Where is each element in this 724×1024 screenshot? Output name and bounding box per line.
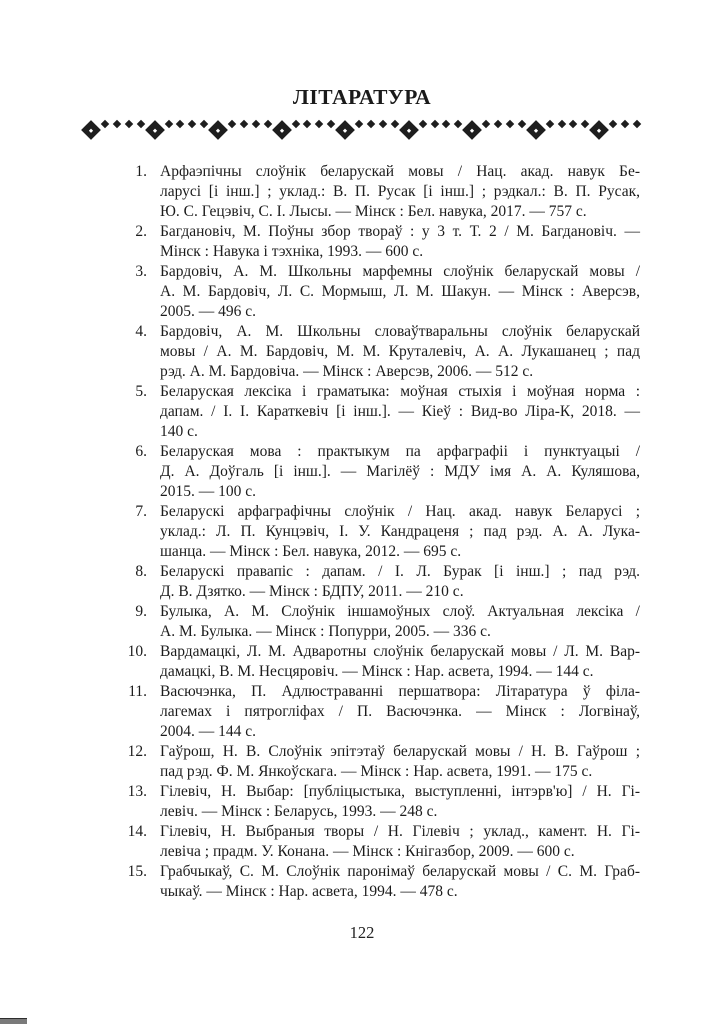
entry-text-line: Беларускі правапіс : дапам. / І. Л. Бурак [і інш.] ; пад рэд. [160,563,640,580]
entry-number: 15. [127,863,147,880]
entry-number: 12. [127,743,147,760]
entry-text-line: Беларускі арфаграфічны слоўнік / Нац. акад. навук Беларусі ; [160,503,640,520]
bibliography-entry [112,262,640,322]
bibliography-entry [112,602,640,642]
small-diamond-icon [621,120,629,128]
small-diamond-icon [101,120,109,128]
entry-text-line: Д. А. Доўгаль [і інш.]. — Магілёў : МДУ імя А. А. Куляшова, [160,463,640,480]
entry-text-line: А. М. Булыка. — Мінск : Попурри, 2005. — 336 с. [160,623,491,640]
entry-text-line: Д. В. Дзятко. — Мінск : БДПУ, 2011. — 210 с. [160,583,464,600]
large-diamond-icon [526,120,546,140]
small-diamond-icon [557,120,565,128]
ornament-divider [84,117,640,145]
entry-text-line: Мінск : Навука і тэхніка, 1993. — 600 с. [160,243,424,260]
bibliography-entry [112,742,640,782]
entry-number: 8. [135,563,147,580]
entry-number: 11. [128,683,147,700]
diamond-cluster [201,117,235,137]
entry-text [160,502,640,562]
entry-text [160,682,640,742]
diamond-cluster [328,117,362,137]
diamond-cluster [84,117,108,137]
entry-text-line: Арфаэпічны слоўнік беларускай мовы / Нац. акад. навук Бе- [160,163,640,180]
entry-text-line: чыкаў. — Мінск : Нар. асвета, 1994. — 478 с. [160,883,458,900]
entry-number: 4. [135,323,147,340]
small-diamond-icon [136,120,144,128]
entry-text-line: рэд. А. М. Бардовіча. — Мінск : Аверсэв, 2006. — 512 с. [160,363,534,380]
diamond-cluster [265,117,299,137]
bibliography-entry [112,822,640,862]
bibliography-entry [112,162,640,222]
entry-text-line: уклад.: Л. П. Кунцэвіч, І. У. Кандраценя ; пад рэд. А. А. Лука- [160,523,640,540]
entry-text-line: 2005. — 496 с. [160,303,257,320]
entry-number: 2. [135,223,147,240]
entry-text-line: Васючэнка, П. Адлюстраванні першатвора: Літаратура ў філа- [160,683,640,700]
entry-text [160,222,640,262]
small-diamond-icon [609,120,617,128]
bibliography-entry [112,382,640,442]
entry-text-line: Бардовіч, А. М. Школьны словаўтваральны слоўнік беларускай [160,323,640,340]
entry-text-line: Багдановіч, М. Поўны збор твораў : у 3 т. Т. 2 / М. Багдановіч. — [160,223,640,240]
entry-text-line: 2015. — 100 с. [160,483,257,500]
entry-number: 14. [127,823,147,840]
small-diamond-icon [390,120,398,128]
entry-number: 7. [135,503,147,520]
bibliography-list [112,162,640,902]
large-diamond-icon [399,120,419,140]
small-diamond-icon [291,120,299,128]
small-diamond-icon [164,120,172,128]
entry-text [160,442,640,502]
diamond-cluster [582,117,616,137]
small-diamond-icon [252,120,260,128]
small-diamond-icon [430,120,438,128]
entry-text [160,162,640,222]
bibliography-entry [112,682,640,742]
small-diamond-icon [482,120,490,128]
entry-number: 9. [135,603,147,620]
page-title: ЛІТАРАТУРА [292,85,432,109]
entry-text-line: А. М. Бардовіч, Л. С. Мормыш, Л. М. Шакун. — Мінск : Аверсэв, [160,283,640,300]
entry-text [160,382,640,442]
entry-number: 6. [135,443,147,460]
entry-text [160,642,640,682]
entry-text [160,822,640,862]
entry-text-line: Гілевіч, Н. Выбар: [публіцыстыка, выступленні, інтэрв'ю] / Н. Гі- [160,783,640,800]
entry-text-line: Бардовіч, А. М. Школьны марфемны слоўнік беларускай мовы / [160,263,640,280]
large-diamond-icon [335,120,355,140]
entry-text-line: левіч. — Мінск : Беларусь, 1993. — 248 с. [160,803,438,820]
bibliography-entry [112,782,640,822]
bibliography-entry [112,442,640,502]
entry-text [160,602,640,642]
entry-text [160,562,640,602]
small-diamond-icon [355,120,363,128]
bibliography-entry [112,322,640,382]
small-diamond-icon [200,120,208,128]
small-diamond-icon [581,120,589,128]
entry-text-line: Гілевіч, Н. Выбраныя творы / Н. Гілевіч ; уклад., камент. Н. Гі- [160,823,640,840]
entry-text-line: мовы / А. М. Бардовіч, М. М. Круталевіч, А. А. Лукашанец ; пад [160,343,640,360]
entry-text-line: Булыка, А. М. Слоўнік іншамоўных слоў. Актуальная лексіка / [160,603,640,620]
bibliography-entry [112,862,640,902]
large-diamond-icon [81,120,101,140]
small-diamond-icon [506,120,514,128]
bibliography-entry [112,502,640,562]
diamond-cluster [138,117,172,137]
entry-text [160,742,640,782]
small-diamond-icon [327,120,335,128]
entry-text-line: ларусі [і інш.] ; уклад.: В. П. Русак [і інш.] ; рэдкал.: В. П. Русак, [160,183,640,200]
entry-text-line: дапам. / І. І. Караткевіч [і інш.]. — Кіеў : Вид-во Ліра-К, 2018. — [160,403,640,420]
entry-number: 3. [135,263,147,280]
entry-text-line: Вардамацкі, Л. М. Адваротны слоўнік беларускай мовы / Л. М. Вар- [160,643,640,660]
page-number: 122 [349,923,375,942]
large-diamond-icon [145,120,165,140]
entry-number: 1. [135,163,147,180]
entry-text [160,322,640,382]
entry-text-line: левіча ; прадм. У. Конана. — Мінск : Кнігазбор, 2009. — 600 с. [160,843,575,860]
small-diamond-icon [176,120,184,128]
entry-text-line: лагемах і пятрогліфах / П. Васючэнка. — Мінск : Логвінаў, [160,703,640,720]
entry-text [160,782,640,822]
small-diamond-icon [367,120,375,128]
entry-text-line: 2004. — 144 с. [160,723,257,740]
large-diamond-icon [208,120,228,140]
entry-text-line: Беларуская мова : практыкум па арфаграфіі і пунктуацыі / [160,443,640,460]
small-diamond-icon [545,120,553,128]
scan-artifact [0,1018,27,1024]
bibliography-entry [112,642,640,682]
small-diamond-icon [124,120,132,128]
small-diamond-icon [633,120,641,128]
entry-text-line: 140 с. [160,423,198,440]
large-diamond-icon [589,120,609,140]
small-diamond-icon [188,120,196,128]
entry-text [160,862,640,902]
small-diamond-icon [454,120,462,128]
large-diamond-icon [462,120,482,140]
entry-number: 5. [135,383,147,400]
small-diamond-icon [379,120,387,128]
entry-number: 10. [127,643,147,660]
diamond-cluster [455,117,489,137]
entry-text-line: Беларуская лексіка і граматыка: моўная стыхія і моўная норма : [160,383,640,400]
small-diamond-icon [303,120,311,128]
entry-text-line: Грабчыкаў, С. М. Слоўнік паронімаў беларускай мовы / С. М. Граб- [160,863,640,880]
diamond-cluster [519,117,553,137]
small-diamond-icon [494,120,502,128]
small-diamond-icon [240,120,248,128]
small-diamond-icon [418,120,426,128]
diamond-cluster [392,117,426,137]
entry-text-line: шанца. — Мінск : Бел. навука, 2012. — 695 с. [160,543,462,560]
entry-number: 13. [127,783,147,800]
large-diamond-icon [272,120,292,140]
small-diamond-icon [442,120,450,128]
entry-text-line: пад рэд. Ф. М. Янкоўскага. — Мінск : Нар. асвета, 1991. — 175 с. [160,763,593,780]
small-diamond-icon [517,120,525,128]
small-diamond-icon [569,120,577,128]
small-diamond-icon [113,120,121,128]
entry-text-line: Гаўрош, Н. В. Слоўнік эпітэтаў беларускай мовы / Н. В. Гаўрош ; [160,743,640,760]
bibliography-entry [112,562,640,602]
small-diamond-icon [228,120,236,128]
small-diamond-icon [315,120,323,128]
small-diamond-icon [263,120,271,128]
entry-text [160,262,640,322]
entry-text-line: Ю. С. Гецэвіч, С. І. Лысы. — Мінск : Бел. навука, 2017. — 757 с. [160,203,587,220]
bibliography-entry [112,222,640,262]
entry-text-line: дамацкі, В. М. Несцяровіч. — Мінск : Нар. асвета, 1994. — 144 с. [160,663,594,680]
